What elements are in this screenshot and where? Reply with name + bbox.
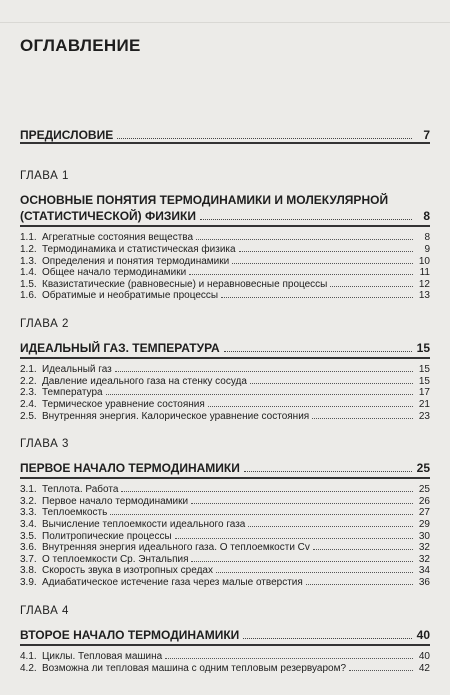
section-title: Обратимые и необратимые процессы [42,290,219,302]
section-title: О теплоемкости Cp. Энтальпия [42,553,189,565]
dot-leader [312,418,413,419]
dot-leader [117,138,412,139]
section-page: 32 [418,553,430,565]
dot-leader [248,526,413,527]
chapter-label: ГЛАВА 2 [20,318,69,330]
dot-leader [189,274,413,275]
section-entry [20,484,430,496]
section-page: 34 [418,565,430,577]
section-number: 1.2. [20,243,37,255]
section-entry [20,542,430,554]
section-entry [20,364,430,376]
section-title: Температура [42,387,103,399]
section-title: Внутренняя энергия. Калорическое уравнение состояния [42,410,310,422]
chapter-page: 8 [423,209,430,224]
chapter-page: 40 [416,628,430,642]
chapter-4 [20,605,430,674]
section-page: 36 [418,576,430,588]
section-number: 1.5. [20,278,37,290]
section-entry [20,519,430,531]
dot-leader [250,383,413,384]
section-entry [20,376,430,388]
section-title: Первое начало термодинамики [42,495,189,507]
section-page: 40 [418,651,430,663]
section-number: 2.1. [20,364,37,376]
dot-leader [232,263,413,264]
section-title: Определения и понятия термодинамики [42,255,230,267]
section-page: 15 [418,375,430,387]
dot-leader [115,371,413,372]
section-entry [20,267,430,279]
section-title: Адиабатическое истечение газа через малые отверстия [42,576,303,588]
preface-title: ПРЕДИСЛОВИЕ [20,128,114,142]
section-page: 29 [418,518,430,530]
section-number: 3.5. [20,530,37,542]
section-entry [20,651,430,663]
section-page: 26 [418,495,430,507]
section-title: Вычисление теплоемкости идеального газа [42,518,246,530]
dot-leader [330,286,413,287]
section-page: 17 [418,387,430,399]
section-entry [20,496,430,508]
section-number: 3.3. [20,507,37,519]
dot-leader [191,503,413,504]
chapter-title [20,460,430,479]
section-title: Теплота. Работа [42,484,119,496]
section-number: 2.3. [20,387,37,399]
chapter-title-line: (СТАТИСТИЧЕСКОЙ) ФИЗИКИ [20,209,196,224]
dot-leader [106,394,413,395]
running-header-bleed [0,0,450,23]
chapter-label: ГЛАВА 3 [20,438,69,450]
dot-leader [221,297,413,298]
preface-entry [20,128,430,144]
dot-leader [349,670,413,671]
section-entry [20,244,430,256]
section-number: 1.4. [20,267,37,279]
dot-leader [239,251,413,252]
chapter-label: ГЛАВА 1 [20,170,69,182]
section-page: 42 [418,662,430,674]
section-entry [20,399,430,411]
section-number: 1.1. [20,232,37,244]
chapter-page: 15 [416,341,430,355]
section-number: 1.3. [20,255,37,267]
section-page: 23 [418,410,430,422]
section-title: Идеальный газ [42,364,112,376]
section-page: 25 [418,484,430,496]
section-number: 4.2. [20,662,37,674]
section-number: 3.4. [20,518,37,530]
section-entry [20,663,430,675]
section-title: Скорость звука в изотропных средах [42,565,213,577]
section-entry [20,232,430,244]
section-entry [20,411,430,423]
chapter-page: 25 [416,461,430,475]
section-title: Циклы. Тепловая машина [42,651,163,663]
preface-page: 7 [423,128,430,142]
chapter-title-line: ПЕРВОЕ НАЧАЛО ТЕРМОДИНАМИКИ [20,461,240,475]
section-page: 15 [418,364,430,376]
dot-leader [208,406,413,407]
section-page: 11 [419,267,430,279]
dot-leader [224,351,412,352]
section-page: 21 [418,398,430,410]
dot-leader [313,549,413,550]
dot-leader [244,471,412,472]
dot-leader [165,658,413,659]
section-entry [20,279,430,291]
section-title: Агрегатные состояния вещества [42,232,194,244]
section-entry [20,387,430,399]
section-page: 10 [418,255,430,267]
dot-leader [121,491,413,492]
section-title: Квазистатические (равновесные) и неравновесные процессы [42,278,328,290]
section-title: Общее начало термодинамики [42,267,187,279]
section-title: Политропические процессы [42,530,172,542]
dot-leader [306,584,413,585]
section-number: 1.6. [20,290,37,302]
section-number: 2.4. [20,398,37,410]
section-page: 13 [418,290,430,302]
section-title: Термическое уравнение состояния [42,398,205,410]
chapter-title [20,627,430,646]
section-title: Теплоемкость [42,507,108,519]
dot-leader [110,514,413,515]
section-page: 8 [424,232,430,244]
dot-leader [175,538,413,539]
section-page: 30 [418,530,430,542]
dot-leader [216,572,413,573]
chapter-1 [20,170,430,302]
section-page: 9 [424,243,430,255]
section-number: 3.9. [20,576,37,588]
section-entry [20,256,430,268]
section-number: 2.2. [20,375,37,387]
chapter-label: ГЛАВА 4 [20,605,69,617]
dot-leader [243,638,412,639]
section-entry [20,531,430,543]
section-entry [20,565,430,577]
section-number: 3.6. [20,542,37,554]
section-page: 27 [418,507,430,519]
chapter-title-line: ОСНОВНЫЕ ПОНЯТИЯ ТЕРМОДИНАМИКИ И МОЛЕКУЛЯРНОЙ [20,193,389,207]
section-title: Давление идеального газа на стенку сосуда [42,375,247,387]
section-title: Возможна ли тепловая машина с одним тепловым резервуаром? [42,662,347,674]
chapter-title-line: ВТОРОЕ НАЧАЛО ТЕРМОДИНАМИКИ [20,628,240,642]
chapter-2 [20,318,430,422]
chapter-title-line: ИДЕАЛЬНЫЙ ГАЗ. ТЕМПЕРАТУРА [20,341,220,355]
section-entry [20,554,430,566]
dot-leader [191,561,413,562]
section-number: 3.8. [20,565,37,577]
section-number: 2.5. [20,410,37,422]
section-entry [20,507,430,519]
section-entry [20,290,430,302]
section-title: Термодинамика и статистическая физика [42,243,236,255]
chapter-title [20,192,430,227]
chapter-3 [20,438,430,589]
section-page: 12 [418,278,430,290]
dot-leader [200,219,412,220]
section-entry [20,577,430,589]
dot-leader [196,239,413,240]
toc-title: ОГЛАВЛЕНИЕ [20,36,141,55]
section-page: 32 [418,542,430,554]
chapter-title [20,340,430,359]
section-number: 3.2. [20,495,37,507]
section-number: 3.7. [20,553,37,565]
section-number: 3.1. [20,484,37,496]
section-number: 4.1. [20,651,37,663]
section-title: Внутренняя энергия идеального газа. О теплоемкости Cv [42,542,310,554]
